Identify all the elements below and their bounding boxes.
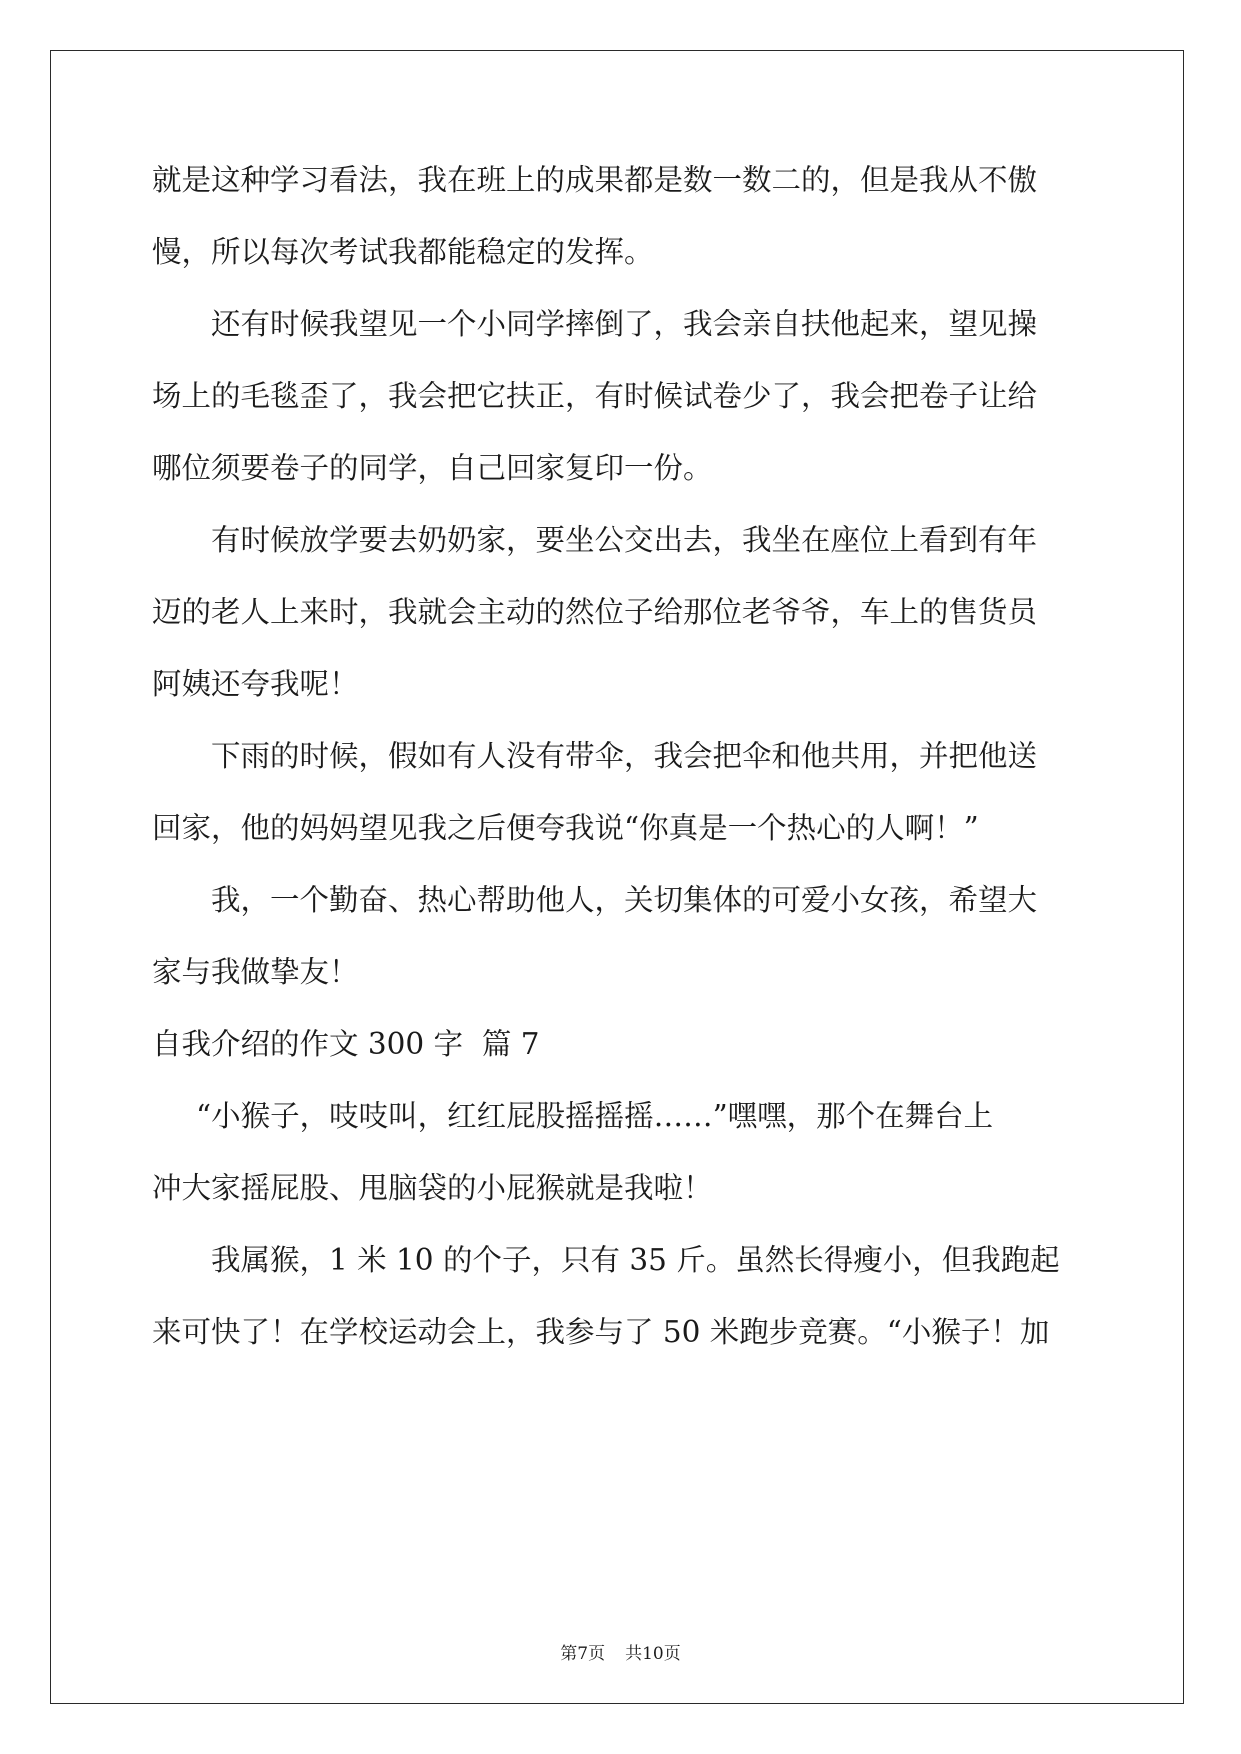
text-line: 哪位须要卷子的同学，自己回家复印一份。 <box>152 451 713 485</box>
text-line: 场上的毛毯歪了，我会把它扶正，有时候试卷少了，我会把卷子让给 <box>152 379 1038 413</box>
text-line: 家与我做挚友！ <box>152 955 359 989</box>
paragraph-start-line: 我，一个勤奋、热心帮助他人，关切集体的可爱小女孩，希望大 <box>211 883 1038 917</box>
paragraph-start-line: 我属猴，1 米 10 的个子，只有 35 斤。虽然长得瘦小，但我跑起 <box>211 1243 1060 1277</box>
text-line: 阿姨还夸我呢！ <box>152 667 359 701</box>
paragraph-start-line: 还有时候我望见一个小同学摔倒了，我会亲自扶他起来，望见操 <box>211 307 1038 341</box>
paragraph-start-line: 下雨的时候，假如有人没有带伞，我会把伞和他共用，并把他送 <box>211 739 1038 773</box>
text-line: 回家，他的妈妈望见我之后便夸我说“你真是一个热心的人啊！” <box>152 811 979 845</box>
text-line: 就是这种学习看法，我在班上的成果都是数一数二的，但是我从不傲 <box>152 163 1038 197</box>
text-line: 冲大家摇屁股、甩脑袋的小屁猴就是我啦！ <box>152 1171 713 1205</box>
section-heading: 自我介绍的作文 300 字 篇 7 <box>152 1027 540 1061</box>
page-border <box>50 50 1184 1704</box>
paragraph-start-line: 有时候放学要去奶奶家，要坐公交出去，我坐在座位上看到有年 <box>211 523 1038 557</box>
page-footer <box>0 1642 1241 1666</box>
text-line: 慢，所以每次考试我都能稳定的发挥。 <box>152 235 654 269</box>
total-pages-label: 共10页 <box>625 1644 681 1664</box>
text-line: 来可快了！在学校运动会上，我参与了 50 米跑步竞赛。“小猴子！加 <box>152 1315 1050 1349</box>
text-line: 迈的老人上来时，我就会主动的然位子给那位老爷爷，车上的售货员 <box>152 595 1038 629</box>
paragraph-start-line: “小猴子，吱吱叫，红红屁股摇摇摇……”嘿嘿，那个在舞台上 <box>196 1099 994 1133</box>
page-number-label: 第7页 <box>560 1644 606 1664</box>
